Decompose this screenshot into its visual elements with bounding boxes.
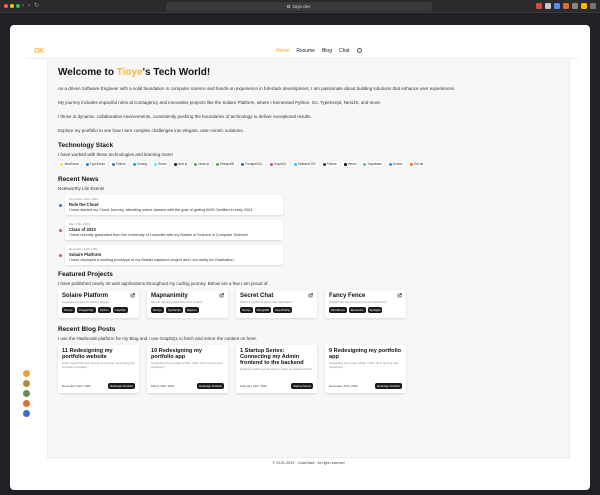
project-title: Fancy Fence bbox=[329, 293, 366, 299]
timeline-marker-icon bbox=[59, 254, 62, 257]
project-tags bbox=[151, 307, 224, 313]
extension-icon[interactable] bbox=[545, 3, 551, 9]
floating-app-icon[interactable] bbox=[23, 400, 30, 407]
extension-icon[interactable] bbox=[554, 3, 560, 9]
project-tag: Python bbox=[99, 308, 109, 312]
tech-logo-icon bbox=[294, 163, 297, 166]
theme-toggle-icon[interactable] bbox=[357, 48, 362, 53]
project-tags bbox=[329, 307, 402, 313]
project-tag: PostgreSQL bbox=[78, 308, 94, 312]
tech-label: React bbox=[158, 162, 167, 166]
tech-chip bbox=[361, 161, 383, 167]
project-tags bbox=[240, 307, 313, 313]
blog-brief: Enter TypeScript and Next.js to revamp, continuing the process of simplify... bbox=[62, 361, 135, 369]
intro-paragraph: I thrive in dynamic, collaborative environments, consistently pushing the boundaries of technology to deliver exceptional results. bbox=[58, 114, 312, 119]
tech-chip bbox=[110, 161, 128, 167]
url-text: tioye.dev bbox=[292, 4, 311, 9]
news-heading: Recent News bbox=[58, 176, 99, 183]
blog-card[interactable] bbox=[236, 345, 317, 393]
external-link-icon[interactable] bbox=[219, 293, 224, 298]
tech-chip bbox=[84, 161, 107, 167]
project-card[interactable] bbox=[236, 290, 317, 318]
project-title: Secret Chat bbox=[240, 293, 274, 299]
maximize-window-button[interactable] bbox=[16, 4, 20, 8]
timeline-marker-icon bbox=[59, 204, 62, 207]
blog-brief: Neutral UI with app directory in Next for backend fetch bbox=[240, 367, 312, 371]
tech-chip bbox=[58, 161, 81, 167]
site-footer: © 2019–2024 · CodeGladt · All right reserved bbox=[47, 457, 570, 467]
blog-tag: Redesign Portfolio bbox=[377, 384, 400, 388]
news-description: I have recently graduated from the University of Louisville with my Master of Science in Computer Science! bbox=[69, 233, 249, 237]
main-menu bbox=[276, 48, 362, 54]
tech-logo-icon bbox=[194, 163, 197, 166]
nav-resume[interactable]: Resume bbox=[296, 48, 315, 54]
minimize-window-button[interactable] bbox=[10, 4, 14, 8]
blog-footer bbox=[240, 383, 313, 389]
project-tag: TypeScript bbox=[167, 308, 181, 312]
tech-chip bbox=[342, 161, 359, 167]
project-tag: MongoDB bbox=[256, 308, 269, 312]
project-tag: Elementor bbox=[350, 308, 364, 312]
tech-chip bbox=[239, 161, 264, 167]
project-tag: WordPress bbox=[331, 308, 345, 312]
tech-label: TypeScript bbox=[89, 162, 105, 166]
tech-chip bbox=[192, 161, 211, 167]
project-description: Chat for end-encrypted chat application bbox=[240, 300, 293, 304]
title-suffix: 's Tech World! bbox=[142, 67, 211, 78]
title-prefix: Welcome to bbox=[58, 67, 117, 78]
blog-date: February 16th, 2022 bbox=[240, 384, 268, 388]
external-link-icon[interactable] bbox=[130, 293, 135, 298]
blog-card[interactable] bbox=[147, 345, 228, 393]
tech-label: Vercel bbox=[347, 162, 357, 166]
blog-footer bbox=[151, 383, 224, 389]
tech-label: GitLab bbox=[413, 162, 424, 166]
tech-logo-icon bbox=[389, 163, 392, 166]
news-date: December 15th, 2022 bbox=[69, 247, 98, 251]
lock-icon bbox=[287, 5, 290, 8]
floating-app-icon[interactable] bbox=[23, 380, 30, 387]
tech-chip bbox=[408, 161, 425, 167]
tech-label: GraphQL bbox=[273, 162, 287, 166]
tech-logo-icon bbox=[410, 163, 413, 166]
tech-logo-icon bbox=[86, 163, 89, 166]
tech-chip bbox=[131, 161, 149, 167]
blog-brief: Upgrading from plain HTML, CSS, JS to Next.js and Graphql.js bbox=[329, 361, 399, 369]
news-date: May 13th, 2023 bbox=[69, 222, 90, 226]
blog-footer bbox=[62, 383, 135, 389]
blog-date: December 29th, 2022 bbox=[329, 384, 358, 388]
project-tag: Spotlight bbox=[369, 308, 381, 312]
news-title: Solaire Platform bbox=[69, 252, 102, 257]
blog-footer bbox=[329, 383, 402, 389]
blog-tag: Redesign Portfolio bbox=[199, 384, 222, 388]
blog-title: 1 Startup Series: Connecting my Admin frontend to the backend bbox=[240, 348, 304, 366]
blog-title: 9 Redesigning my portfolio app bbox=[329, 348, 402, 360]
project-tag: GraphQL bbox=[114, 308, 127, 312]
project-tag: Next.js bbox=[153, 308, 162, 312]
tech-label: MongoDB bbox=[220, 162, 235, 166]
browser-toolbar bbox=[0, 0, 600, 13]
window-controls bbox=[4, 4, 20, 8]
projects-list bbox=[58, 290, 558, 318]
blog-date: December 26th, 2022 bbox=[62, 384, 91, 388]
tech-chip bbox=[152, 161, 168, 167]
tech-logo-icon bbox=[174, 163, 177, 166]
tech-chip bbox=[172, 161, 190, 167]
extension-icon[interactable] bbox=[536, 3, 542, 9]
project-description: Simple mapping application for Charity bbox=[151, 300, 203, 304]
external-link-icon[interactable] bbox=[397, 293, 402, 298]
tech-logo-icon bbox=[363, 163, 366, 166]
blog-title: 10 Redesigning my portfolio app bbox=[151, 348, 202, 360]
news-subheading: Noteworthy Life Events bbox=[58, 186, 105, 191]
tech-label: Prisma bbox=[326, 162, 337, 166]
extension-icon[interactable] bbox=[581, 3, 587, 9]
project-description: WordPress site for Fancy Fence Ltd launch bbox=[329, 300, 387, 304]
tech-chip bbox=[321, 161, 339, 167]
project-title: Solaire Platform bbox=[62, 293, 109, 299]
extension-icon[interactable] bbox=[572, 3, 578, 9]
main-content bbox=[47, 59, 570, 457]
tech-label: JavaScript bbox=[64, 162, 79, 166]
page-title bbox=[58, 67, 558, 78]
project-tag: Next.js bbox=[242, 308, 251, 312]
tech-label: Docker bbox=[392, 162, 403, 166]
tech-chip bbox=[387, 161, 405, 167]
project-card[interactable] bbox=[325, 290, 406, 318]
tech-chip bbox=[292, 161, 318, 167]
tech-logo-icon bbox=[112, 163, 115, 166]
news-description: I have deployed a working prototype of my Master capstone project and I am ready for Graduation. bbox=[69, 258, 235, 262]
nav-chat[interactable]: Chat bbox=[338, 48, 350, 54]
projects-heading: Featured Projects bbox=[58, 271, 113, 278]
project-title: Mapnanimity bbox=[151, 293, 188, 299]
project-tag: Mapbox bbox=[186, 308, 197, 312]
tech-logo-icon bbox=[344, 163, 347, 166]
news-title: Rule the Cloud bbox=[69, 202, 99, 207]
tech-chip bbox=[214, 161, 236, 167]
site-logo[interactable]: OK bbox=[34, 48, 44, 55]
reload-icon[interactable]: ↻ bbox=[34, 3, 40, 9]
blog-card[interactable] bbox=[325, 345, 406, 393]
blog-brief: Upgrading from a plain HTML, CSS, JS to Next.js and Graphql.js bbox=[151, 361, 223, 369]
tech-list bbox=[58, 161, 558, 167]
news-date: December 15th, 2023 bbox=[69, 197, 98, 201]
tech-intro: I have worked with these technologies and learning more! bbox=[58, 152, 173, 157]
tech-label: Node.js bbox=[198, 162, 210, 166]
project-card[interactable] bbox=[147, 290, 228, 318]
tech-logo-icon bbox=[270, 163, 273, 166]
floating-app-icon[interactable] bbox=[23, 410, 30, 417]
projects-intro: I have published nearly 40 web applications throughout my coding journey. Below are a few I am proud of. bbox=[58, 281, 269, 286]
project-card[interactable] bbox=[58, 290, 139, 318]
intro-paragraph: As a driven Software Engineer with a solid foundation in computer science and hands-on experience in full-stack development, I am passionate about building solutions that enhance user experiences. bbox=[58, 86, 456, 91]
tech-label: Supabase bbox=[367, 162, 382, 166]
news-description: I have started my Cloud Journey, attending online classes with the goal of getting AWS Certified in early 2024 bbox=[69, 208, 253, 212]
tech-chip bbox=[268, 161, 289, 167]
blog-title: 11 Redesigning my portfolio website bbox=[62, 348, 113, 360]
floating-sidebar bbox=[23, 370, 30, 417]
tech-heading: Technology Stack bbox=[58, 142, 114, 149]
project-description: Capstone project for Master degree bbox=[62, 300, 110, 304]
tech-label: Python bbox=[115, 162, 126, 166]
nav-home[interactable]: Home bbox=[276, 48, 290, 54]
menu-icon[interactable] bbox=[590, 3, 596, 9]
tech-label: Next.js bbox=[177, 162, 188, 166]
project-tags bbox=[62, 307, 135, 313]
close-window-button[interactable] bbox=[4, 4, 8, 8]
news-title: Class of 2023 bbox=[69, 227, 96, 232]
external-link-icon[interactable] bbox=[308, 293, 313, 298]
news-item bbox=[65, 195, 283, 215]
blog-intro: I use the Hashnode platform for my Blog and I use GraphQL to fetch and mirror the content on here. bbox=[58, 336, 257, 341]
news-item bbox=[65, 220, 283, 240]
tech-logo-icon bbox=[241, 163, 244, 166]
blog-tag: Redesign Portfolio bbox=[110, 384, 133, 388]
site-header bbox=[26, 45, 578, 59]
address-bar[interactable] bbox=[166, 2, 432, 11]
tech-logo-icon bbox=[60, 163, 63, 166]
floating-app-icon[interactable] bbox=[23, 370, 30, 377]
back-icon[interactable]: ‹ bbox=[22, 3, 24, 9]
extension-icon[interactable] bbox=[563, 3, 569, 9]
tech-logo-icon bbox=[133, 163, 136, 166]
blog-tag: Startup Series bbox=[293, 384, 311, 388]
tech-label: PostgreSQL bbox=[245, 162, 263, 166]
title-highlight: Tioye bbox=[116, 67, 143, 78]
project-tag: OpenPGP.js bbox=[275, 308, 291, 312]
tech-label: Golang bbox=[136, 162, 148, 166]
project-tag: Next.js bbox=[64, 308, 73, 312]
news-timeline bbox=[59, 195, 558, 265]
tech-logo-icon bbox=[323, 163, 326, 166]
news-item bbox=[65, 245, 283, 265]
intro-paragraph: Explore my portfolio to see how I turn complex challenges into elegant, user-centric solutions. bbox=[58, 128, 244, 133]
blog-heading: Recent Blog Posts bbox=[58, 326, 116, 333]
extension-icons bbox=[536, 3, 596, 9]
blog-date: March 16th, 2022 bbox=[151, 384, 175, 388]
tech-logo-icon bbox=[154, 163, 157, 166]
tech-label: TailwindCSS bbox=[297, 162, 316, 166]
tech-logo-icon bbox=[216, 163, 219, 166]
browser-nav bbox=[22, 3, 39, 10]
intro-paragraph: My journey includes impactful roles at Contagency and innovative projects like the Solaire Platform, where I harnessed Python, Go, TypeScript, NestJS, and more. bbox=[58, 100, 382, 105]
timeline-marker-icon bbox=[59, 229, 62, 232]
blog-card[interactable] bbox=[58, 345, 139, 393]
floating-app-icon[interactable] bbox=[23, 390, 30, 397]
blog-list bbox=[58, 345, 558, 393]
forward-icon[interactable]: › bbox=[28, 3, 30, 9]
page-viewport bbox=[10, 25, 590, 490]
nav-blog[interactable]: Blog bbox=[321, 48, 332, 54]
